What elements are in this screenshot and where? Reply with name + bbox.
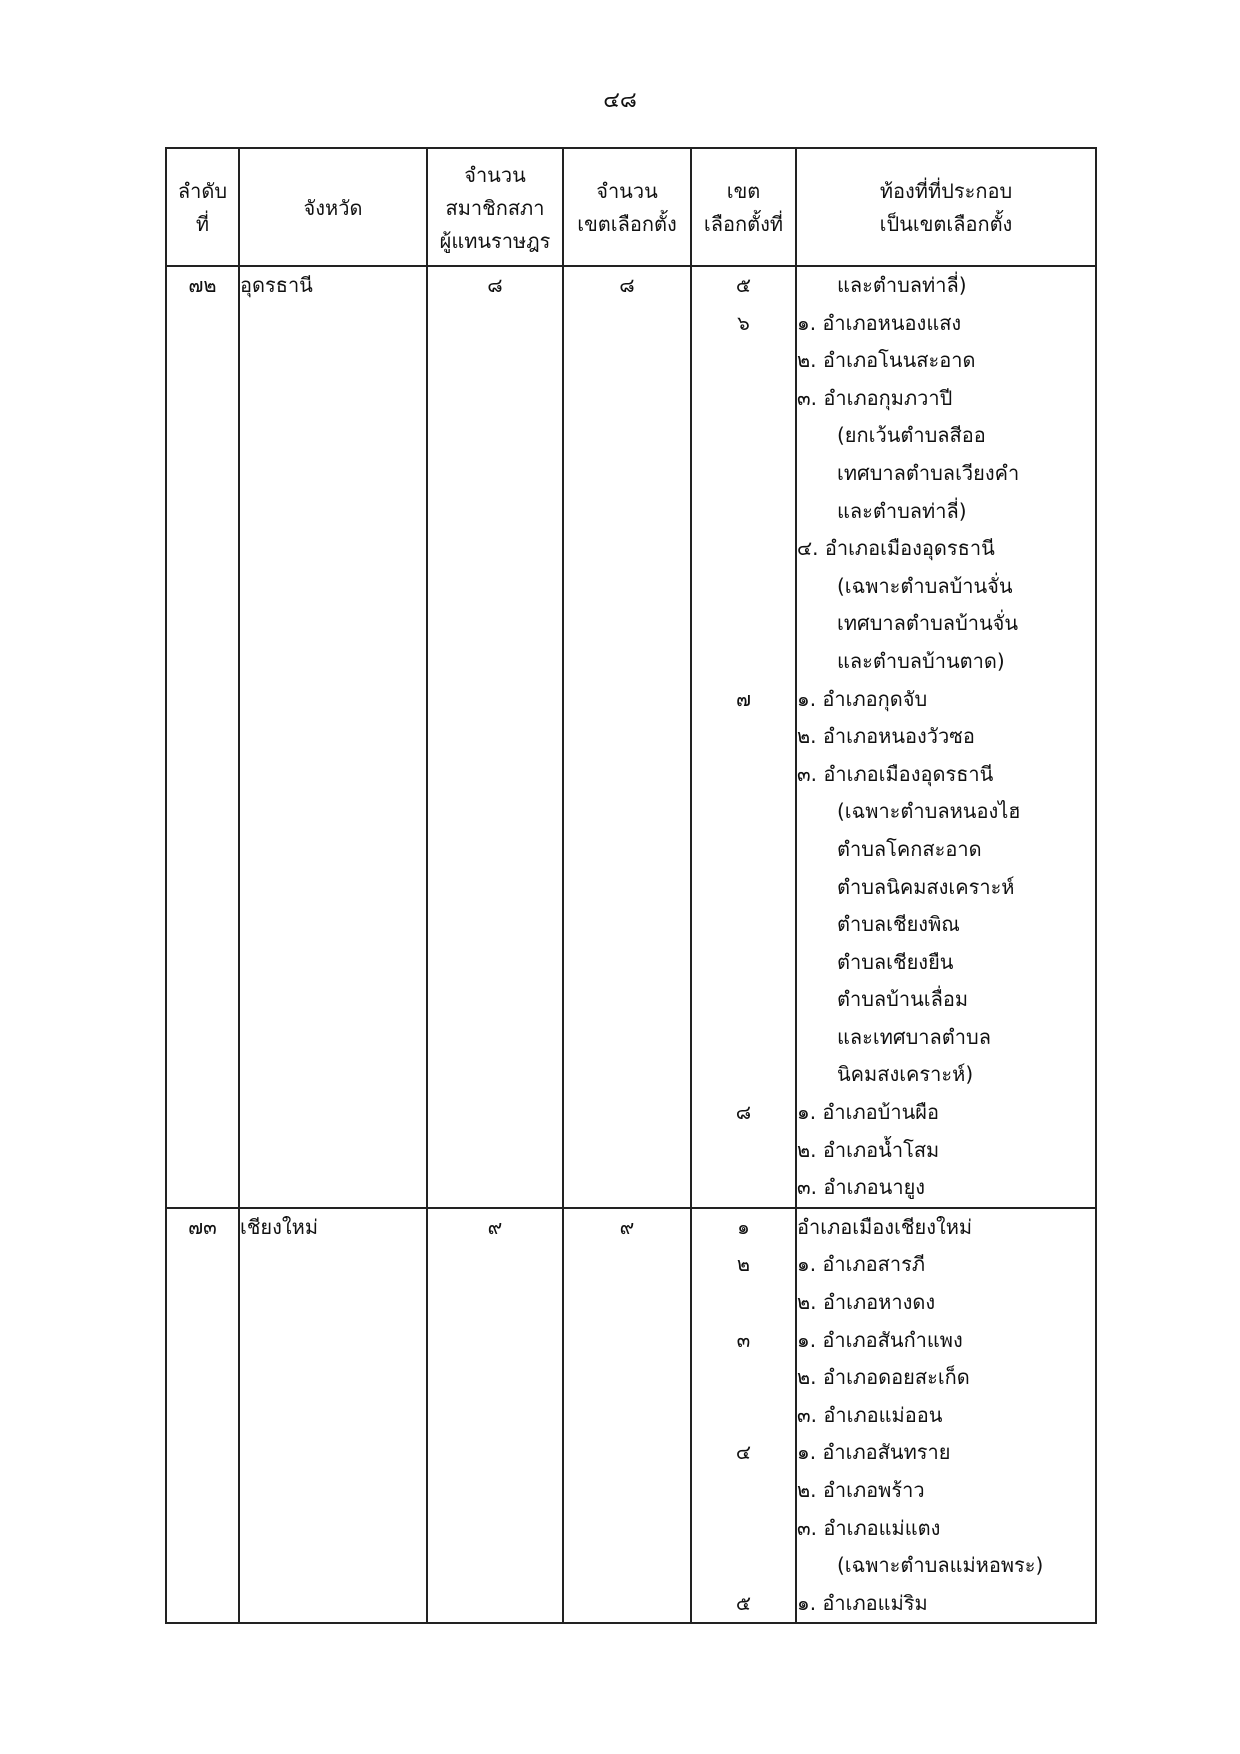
district-no — [692, 342, 795, 380]
table-body — [166, 266, 1096, 1623]
districts-cell — [563, 1208, 691, 1624]
area-line: ๑. อำเภอแม่ริม — [797, 1590, 928, 1615]
header-seq-line: ที่ — [195, 212, 210, 236]
district-no — [692, 981, 795, 1019]
districts-cell-text: ๘ — [619, 273, 635, 297]
districts-cell-text: ๙ — [619, 1214, 635, 1239]
area-line: อำเภอเมืองเชียงใหม่ — [797, 1214, 973, 1239]
area-line: และตำบลท่าลี่) — [837, 498, 967, 523]
district-no: ๑ — [737, 1214, 750, 1239]
district-no: ๕ — [735, 273, 752, 297]
table-row — [166, 1208, 1096, 1624]
area-line: ๒. อำเภอพร้าว — [797, 1478, 925, 1502]
area-line: เทศบาลตำบลเวียงคำ — [837, 460, 1020, 485]
district-no — [692, 455, 795, 493]
district-no: ๓ — [736, 1327, 751, 1352]
area-line: และเทศบาลตำบล — [837, 1024, 991, 1049]
area-line: ๔. อำเภอเมืองอุดรธานี — [797, 536, 995, 561]
district-no — [692, 1510, 795, 1548]
area-line: ๒. อำเภอหนองวัวซอ — [797, 724, 975, 749]
area-line: และตำบลบ้านตาด) — [837, 648, 1005, 673]
areas-cell — [796, 1208, 1096, 1624]
header-areas-line: ท้องที่ที่ประกอบ — [879, 179, 1013, 203]
district-no — [692, 1169, 795, 1207]
district-no — [692, 1547, 795, 1585]
district-no: ๖ — [737, 310, 750, 335]
areas-cell — [796, 266, 1096, 1208]
district-no — [692, 417, 795, 455]
header-members-line: จำนวน — [464, 162, 526, 187]
district-no — [692, 493, 795, 531]
area-line: ๒. อำเภอโนนสะอาด — [797, 348, 976, 373]
area-line: ๑. อำเภอกุดจับ — [797, 686, 928, 711]
page-number: ๔๘ — [603, 88, 637, 113]
district-no — [692, 831, 795, 869]
members-cell — [427, 266, 563, 1208]
header-areas-line: เป็นเขตเลือกตั้ง — [879, 212, 1013, 236]
members-cell — [427, 1208, 563, 1624]
district-no-cell — [691, 266, 796, 1208]
area-line: ๒. อำเภอน้ำโสม — [797, 1137, 940, 1162]
area-line: ตำบลเชียงพิณ — [837, 912, 960, 937]
province-cell — [239, 1208, 427, 1624]
members-cell-text: ๘ — [487, 273, 503, 297]
header-districts-line: เขตเลือกตั้ง — [577, 212, 677, 236]
header-members — [427, 148, 563, 266]
area-line: ๑. อำเภอบ้านผือ — [797, 1100, 940, 1125]
seq-cell — [166, 1208, 239, 1624]
header-row — [166, 148, 1096, 266]
members-cell-text: ๙ — [487, 1214, 503, 1239]
header-areas — [796, 148, 1096, 266]
area-line: (ยกเว้นตำบลสีออ — [837, 423, 986, 448]
header-seq — [166, 148, 239, 266]
area-line: เทศบาลตำบลบ้านจั่น — [837, 611, 1019, 636]
area-line: ๓. อำเภอกุมภวาปี — [797, 385, 953, 410]
area-line: (เฉพาะตำบลหนองไฮ — [837, 799, 1021, 824]
district-no — [692, 568, 795, 606]
area-line: ตำบลโคกสะอาด — [837, 836, 982, 861]
seq-cell — [166, 266, 239, 1208]
header-province-line: จังหวัด — [303, 195, 363, 220]
area-line: ๒. อำเภอหางดง — [797, 1290, 936, 1315]
district-no-cell — [691, 1208, 796, 1624]
district-no: ๒ — [736, 1252, 751, 1277]
header-district-no — [691, 148, 796, 266]
province-cell — [239, 266, 427, 1208]
district-no — [692, 718, 795, 756]
district-no: ๗ — [735, 686, 752, 711]
header-districts — [563, 148, 691, 266]
area-line: ตำบลเชียงยืน — [837, 949, 954, 974]
header-members-line: ผู้แทนราษฎร — [439, 228, 551, 253]
district-no — [692, 756, 795, 794]
district-no — [692, 1359, 795, 1397]
area-line: ๒. อำเภอดอยสะเก็ด — [797, 1365, 970, 1390]
district-no — [692, 643, 795, 681]
header-seq-line: ลำดับ — [177, 179, 228, 203]
seq-cell-text: ๗๒ — [188, 273, 217, 297]
district-no: ๘ — [735, 1100, 752, 1125]
district-no — [692, 380, 795, 418]
area-line: ๑. อำเภอหนองแสง — [797, 310, 962, 335]
district-no — [692, 1397, 795, 1435]
header-district_no-line: เขต — [726, 179, 761, 203]
district-no — [692, 944, 795, 982]
province-cell-text: เชียงใหม่ — [240, 1214, 319, 1239]
area-line: นิคมสงเคราะห์) — [837, 1062, 974, 1087]
district-no — [692, 906, 795, 944]
header-province — [239, 148, 427, 266]
area-line: และตำบลท่าลี่) — [837, 273, 967, 297]
area-line: ๓. อำเภอแม่ออน — [797, 1402, 943, 1427]
area-line: ๓. อำเภอเมืองอุดรธานี — [797, 761, 994, 786]
seq-cell-text: ๗๓ — [188, 1214, 217, 1239]
area-line: ตำบลบ้านเลื่อม — [837, 987, 969, 1012]
area-line: ๑. อำเภอสันทราย — [797, 1440, 951, 1465]
area-line: ๑. อำเภอสันกำแพง — [797, 1327, 963, 1352]
district-no — [692, 1019, 795, 1057]
area-line: ตำบลนิคมสงเคราะห์ — [837, 874, 1015, 899]
header-district_no-line: เลือกตั้งที่ — [703, 212, 784, 236]
province-cell-text: อุดรธานี — [240, 273, 313, 297]
district-no — [692, 1056, 795, 1094]
district-no: ๕ — [735, 1590, 752, 1615]
constituency-table — [165, 147, 1097, 1624]
district-no — [692, 869, 795, 907]
table-row — [166, 266, 1096, 1208]
area-line: ๓. อำเภอแม่แตง — [797, 1515, 941, 1540]
district-no — [692, 1284, 795, 1322]
district-no — [692, 530, 795, 568]
district-no: ๔ — [735, 1440, 752, 1465]
districts-cell — [563, 266, 691, 1208]
district-no — [692, 605, 795, 643]
district-no — [692, 1472, 795, 1510]
district-no — [692, 793, 795, 831]
area-line: ๓. อำเภอนายูง — [797, 1175, 926, 1200]
area-line: (เฉพาะตำบลแม่หอพระ) — [837, 1553, 1044, 1578]
header-districts-line: จำนวน — [596, 179, 658, 203]
area-line: ๑. อำเภอสารภี — [797, 1252, 926, 1277]
area-line: (เฉพาะตำบลบ้านจั่น — [837, 573, 1013, 598]
header-members-line: สมาชิกสภา — [445, 195, 545, 220]
district-no — [692, 1132, 795, 1170]
